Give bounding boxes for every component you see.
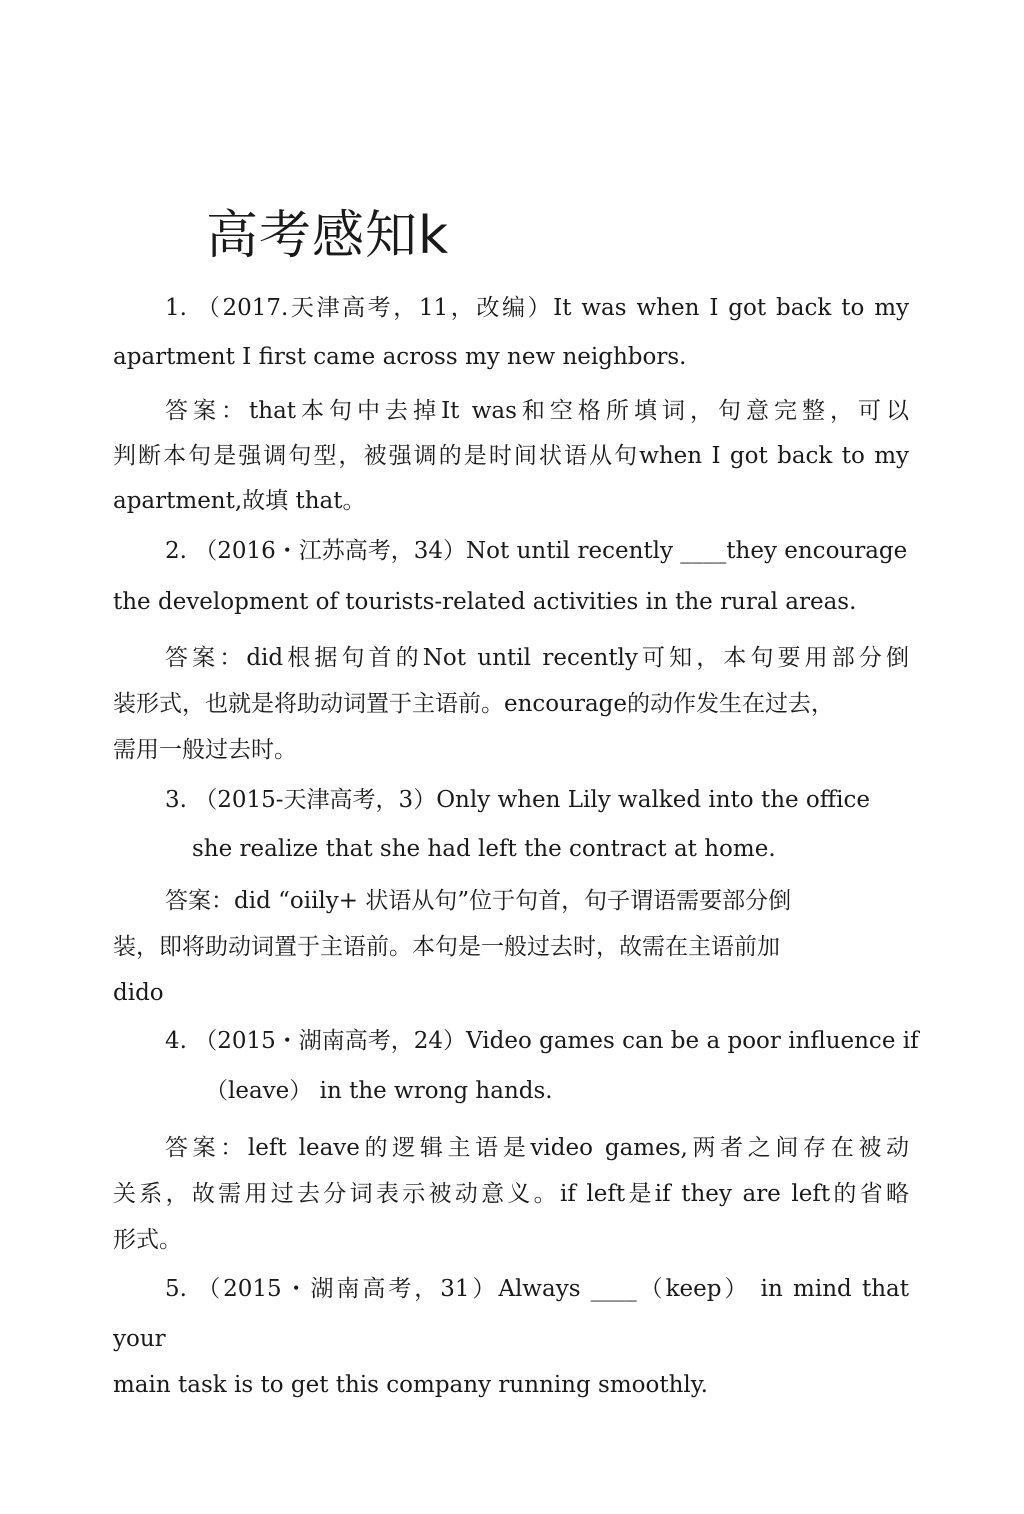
question-5-line-1: 5. （2015・湖南高考，31）Always ____（keep） in mind that [165,1276,909,1302]
question-1-line-2: apartment I first came across my new neighbors. [113,344,687,370]
answer-1-line-1: 答案：that本句中去掉It was和空格所填词，句意完整，可以 [165,398,909,424]
answer-2-line-2: 装形式，也就是将助动词置于主语前。encourage的动作发生在过去， [113,691,835,717]
answer-3-line-2: 装，即将助动词置于主语前。本句是一般过去时，故需在主语前加 [113,934,780,960]
question-3-line-2: she realize that she had left the contract at home. [192,836,776,862]
question-4-line-1: 4. （2015・湖南高考，24）Video games can be a poor influence if [165,1028,919,1054]
question-4-line-2: （leave） in the wrong hands. [205,1078,553,1104]
answer-4-line-1: 答案：left leave的逻辑主语是video games,两者之间存在被动 [165,1135,909,1161]
question-5-line-3: main task is to get this company running smoothly. [113,1372,708,1398]
answer-2-line-1: 答案：did根据句首的Not until recently可知，本句要用部分倒 [165,645,909,671]
question-3-line-1: 3. （2015-天津高考，3）Only when Lily walked into the office [165,787,870,813]
answer-4-line-2: 关系，故需用过去分词表示被动意义。if left是if they are left的省略 [113,1181,909,1207]
question-2-line-1: 2. （2016・江苏高考，34）Not until recently ____they encourage [165,538,908,564]
page-title: 高考感知k [206,206,450,266]
question-2-line-2: the development of tourists-related activities in the rural areas. [113,589,857,615]
question-5-line-2: your [113,1326,166,1352]
question-1-line-1: 1. （2017.天津高考，11，改编）It was when I got back to my [165,295,909,321]
answer-4-line-3: 形式。 [113,1227,182,1253]
answer-1-line-2: 判断本句是强调句型，被强调的是时间状语从句when I got back to my [113,443,909,469]
answer-3-line-1: 答案：did “oiily+ 状语从句”位于句首，句子谓语需要部分倒 [165,888,792,914]
answer-1-line-3: apartment,故填 that。 [113,488,366,514]
answer-3-line-3: dido [113,980,164,1006]
answer-2-line-3: 需用一般过去时。 [113,737,297,763]
